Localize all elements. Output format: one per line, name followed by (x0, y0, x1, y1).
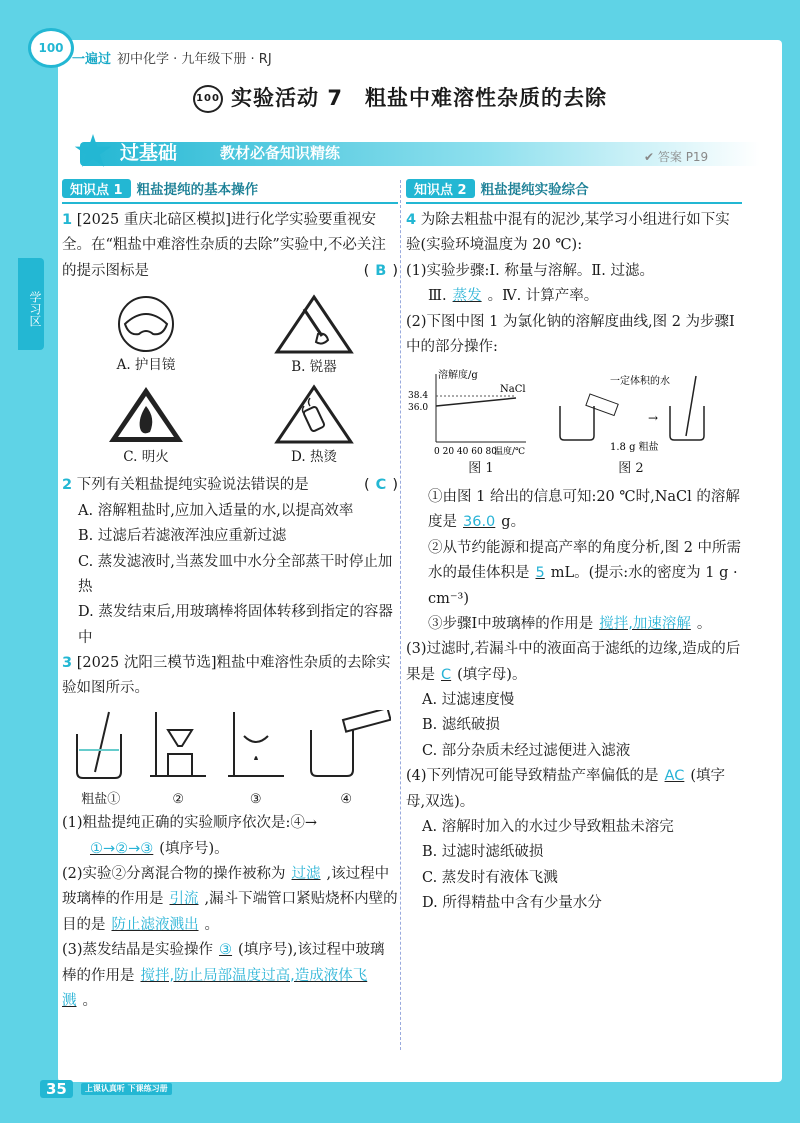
q3-part1: (1)粗盐提纯正确的实验顺序依次是:④→ ①→②→③ (填序号)。 (62, 815, 318, 857)
filter-apparatus: ② (146, 710, 210, 812)
q4-4-option: A. 溶解时加入的水过少导致粗盐未溶完 (422, 818, 674, 835)
q2-option: A. 溶解粗盐时,应加入适量的水,以提高效率 (78, 502, 354, 519)
knowledge-point-1: 知识点 1 粗盐提纯的基本操作 (62, 178, 398, 204)
q2-option: C. 蒸发滤液时,当蒸发皿中水分全部蒸干时停止加热 (78, 553, 393, 595)
question-1: 1 [2025 重庆北碚区模拟]进行化学实验要重视安全。在“粗盐中难溶性杂质的去除”实验中,不必关注的提示图标是 ( B ) (62, 208, 398, 284)
open-flame-icon: C. 明火 (62, 384, 230, 470)
brand-name: 一遍过 (72, 52, 112, 67)
footer-tagline: 上课认真听 下课练习册 (81, 1083, 172, 1096)
water-label: 一定体积的水 (610, 376, 670, 388)
knowledge-point-2: 知识点 2 粗盐提纯实验综合 (406, 178, 742, 204)
y-tick-high: 38.4 (408, 391, 429, 402)
q2-option: B. 过滤后若滤液浑浊应重新过滤 (78, 528, 287, 545)
salt-label: 1.8 g 粗盐 (610, 442, 659, 454)
q4-4-option: B. 过滤时滤纸破损 (422, 844, 544, 861)
solubility-chart (406, 366, 536, 456)
answer-reference: ✔ 答案 P19 (644, 150, 709, 164)
q4-sub3: ③步骤Ⅰ中玻璃棒的作用是 搅拌,加速溶解 。 (428, 615, 712, 632)
q4-4-option: D. 所得精盐中含有少量水分 (422, 895, 602, 911)
section-main-title: 过基础 (120, 142, 178, 164)
q4-sub1: ①由图 1 给出的信息可知:20 ℃时,NaCl 的溶解度是 36.0 g。 (428, 489, 740, 531)
answer-paren: ( B ) (363, 262, 398, 279)
dissolving-figure (550, 366, 720, 456)
q4-3-option: C. 部分杂质未经过滤便进入滤液 (422, 742, 631, 759)
q3-part2: (2)实验②分离混合物的操作被称为 过滤 ,该过程中玻璃棒的作用是 引流 ,漏斗下端管口紧贴烧杯内壁的目的是 防止滤液溅出 。 (62, 866, 398, 933)
q4-part4: (4)下列情况可能导致精盐产率偏低的是 AC (填字母,双选)。 (406, 768, 726, 810)
question-2: 2 下列有关粗盐提纯实验说法错误的是 ( C ) (62, 473, 398, 498)
q3-part3: (3)蒸发结晶是实验操作 ③ (填序号),该过程中玻璃棒的作用是 搅拌,防止局部温度过高,造成液体飞溅 。 (62, 942, 385, 1009)
hot-surface-icon: D. 热烫 (230, 384, 398, 470)
q2-option: D. 蒸发结束后,用玻璃棒将固体转移到指定的容器中 (78, 604, 393, 646)
right-column (406, 178, 742, 916)
sharp-object-icon: B. 锐器 (230, 294, 398, 380)
answer-paren: ( C ) (364, 477, 398, 494)
figures (406, 366, 742, 456)
side-tab: 学习区 (18, 258, 44, 350)
safety-icons (62, 294, 398, 469)
weigh-apparatus: ④ (301, 710, 391, 812)
page-footer (40, 1080, 172, 1098)
left-column (62, 178, 398, 1014)
curve-label: NaCl (500, 384, 526, 396)
x-axis-label: 温度/℃ (494, 447, 526, 457)
q4-part2: (2)下图中图 1 为氯化钠的溶解度曲线,图 2 为步骤Ⅰ中的部分操作: (406, 313, 735, 355)
q4-part3: (3)过滤时,若漏斗中的液面高于滤纸的边缘,造成的后果是 C (填字母)。 (406, 641, 741, 683)
y-tick-low: 36.0 (408, 403, 429, 414)
q4-3-option: B. 滤纸破损 (422, 717, 500, 734)
apparatus-figure (62, 710, 398, 812)
page-title: 100 实验活动 7 粗盐中难溶性杂质的去除 (0, 82, 800, 113)
x-ticks: 0 20 40 60 80 (434, 447, 497, 457)
running-header (72, 48, 272, 67)
figure-captions: 图 1 图 2 (468, 461, 644, 477)
evaporate-apparatus: ③ (224, 710, 288, 812)
goggles-icon: A. 护目镜 (62, 294, 230, 380)
column-divider (400, 180, 401, 1050)
page-number: 35 (40, 1080, 73, 1098)
q4-3-option: A. 过滤速度慢 (422, 692, 515, 708)
question-4: 4 为除去粗盐中混有的泥沙,某学习小组进行如下实验(实验环境温度为 20 ℃): (406, 212, 730, 254)
q4-part1: (1)实验步骤:Ⅰ. 称量与溶解。Ⅱ. 过滤。 Ⅲ. 蒸发 。Ⅳ. 计算产率。 (406, 262, 654, 305)
svg-text:→: → (648, 411, 659, 426)
q4-sub2: ②从节约能源和提高产率的角度分析,图 2 中所需水的最佳体积是 5 mL。(提示:水的密度为 1 g · cm⁻³) (428, 539, 742, 607)
brand-logo: 100 (28, 28, 74, 68)
q4-4-option: C. 蒸发时有液体飞溅 (422, 869, 558, 886)
question-3: 3 [2025 沈阳三模节选]粗盐中难溶性杂质的去除实验如图所示。 (62, 655, 391, 697)
title-badge-icon: 100 (193, 85, 223, 113)
section-subtitle: 教材必备知识精练 (220, 144, 341, 162)
book-title: 初中化学 · 九年级下册 · RJ (117, 52, 272, 67)
y-axis-label: 溶解度/g (438, 370, 478, 382)
dissolve-apparatus: 粗盐① (69, 710, 133, 812)
